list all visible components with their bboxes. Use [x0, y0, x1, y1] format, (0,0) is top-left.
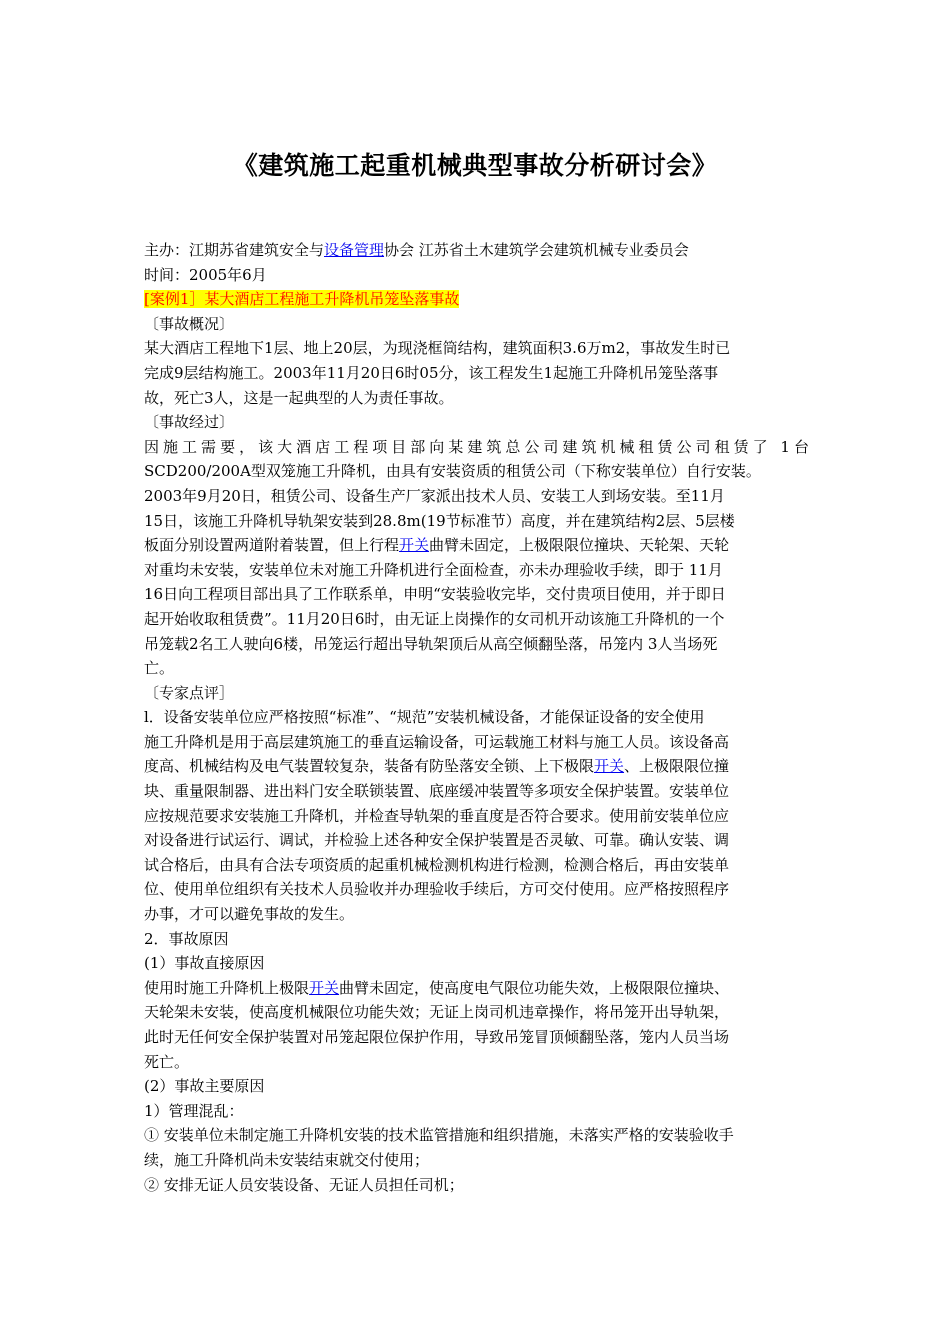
cause-item-2: ② 安排无证人员安装设备、无证人员担任司机； — [144, 1175, 464, 1194]
process-line-8: 起开始收取租赁费”。11月20日6时，由无证上岗操作的女司机开动该施工升降机的一个 — [144, 609, 725, 628]
process-line-5 — [144, 533, 809, 558]
process-line-9: 吊笼载2名工人驶向6楼，吊笼运行超出导轨架顶后从高空倾翻坠落，吊笼内 3人当场死 — [144, 634, 718, 653]
process-line-4: 15日，该施工升降机导轨架安装到28.8m(19节标准节）高度，并在建筑结构2层、5层楼 — [144, 511, 735, 530]
direct-cause-line-1-prefix: 使用时施工升降机上极限 — [144, 978, 310, 997]
causes-heading: 2．事故原因 — [144, 929, 229, 948]
organizer-prefix: 主办：江期苏省建筑安全与 — [144, 241, 325, 259]
document-title: 《建筑施工起重机械典型事故分析研讨会》 — [232, 151, 718, 180]
review-line-9: 办事，才可以避免事故的发生。 — [144, 905, 355, 924]
direct-cause-line-1-suffix: 曲臂未固定，使高度电气限位功能失效，上极限限位撞块、 — [339, 978, 730, 997]
case-title: [案例1］某大酒店工程施工升降机吊笼坠落事故 — [144, 290, 460, 309]
review-heading: 〔专家点评］ — [144, 683, 235, 702]
direct-cause-line-3: 此时无任何安全保护装置对吊笼起限位保护作用，导致吊笼冒顶倾翻坠落，笼内人员当场 — [144, 1028, 730, 1046]
overview-heading: 〔事故概况〕 — [144, 314, 235, 333]
organizer-line — [144, 238, 809, 263]
document-body — [144, 238, 809, 1197]
switch-link[interactable]: 开关 — [399, 536, 430, 555]
review-line-3 — [144, 754, 809, 779]
switch-link[interactable]: 开关 — [594, 757, 625, 776]
cause-item-1-line-2: 续，施工升降机尚未安装结束就交付使用； — [144, 1150, 430, 1169]
overview-line-1: 某大酒店工程地下1层、地上20层，为现浇框筒结构，建筑面积3.6万m2，事故发生时已 — [144, 339, 731, 358]
equipment-management-link[interactable]: 设备管理 — [324, 241, 385, 259]
management-heading: 1）管理混乱： — [144, 1101, 244, 1120]
cause-item-1-line-1: ① 安装单位未制定施工升降机安装的技术监管措施和组织措施，未落实严格的安装验收手 — [144, 1126, 734, 1145]
review-line-6: 对设备进行试运行、调试，并检验上述各种安全保护装置是否灵敏、可靠。确认安装、调 — [144, 831, 730, 850]
process-line-10: 亡。 — [144, 659, 175, 678]
process-line-3: 2003年9月20日，租赁公司、设备生产厂家派出技术人员、安装工人到场安装。至11月 — [144, 486, 725, 505]
review-line-2: 施工升降机是用于高层建筑施工的垂直运输设备，可运载施工材料与施工人员。该设备高 — [144, 732, 730, 751]
review-line-7: 试合格后，由具有合法专项资质的起重机械检测机构进行检测，检测合格后，再由安装单 — [144, 855, 730, 874]
review-line-8: 位、使用单位组织有关技术人员验收并办理验收手续后，方可交付使用。应严格按照程序 — [144, 880, 730, 899]
organizer-suffix: 协会 江苏省土木建筑学会建筑机械专业委员会 — [384, 241, 689, 259]
review-line-3-suffix: 、上极限限位撞 — [624, 757, 730, 776]
process-line-1: 因施工需要，该大酒店工程项目部向某建筑总公司建筑机械租赁公司租赁了 1台 — [144, 437, 809, 456]
process-line-7: 16日向工程项目部出具了工作联系单，申明“安装验收完毕，交付贵项目使用，并于即日 — [144, 585, 726, 604]
process-line-2: SCD200/200A型双笼施工升降机，由具有安装资质的租赁公司（下称安装单位）自行安装。 — [144, 462, 761, 481]
process-line-6: 对重均未安装，安装单位未对施工升降机进行全面检查，亦未办理验收手续，即于 11月 — [144, 560, 723, 579]
overview-line-2: 完成9层结构施工。2003年11月20日6时05分，该工程发生1起施工升降机吊笼坠落事 — [144, 363, 719, 382]
review-line-1: l．设备安装单位应严格按照“标准”、“规范”安装机械设备，才能保证设备的安全使用 — [144, 708, 705, 727]
direct-cause-line-4: 死亡。 — [144, 1052, 190, 1071]
review-line-4: 块、重量限制器、进出料门安全联锁装置、底座缓冲装置等多项安全保护装置。安装单位 — [144, 782, 730, 801]
process-heading: 〔事故经过〕 — [144, 413, 235, 432]
case-title-line — [144, 287, 809, 312]
review-line-3-prefix: 度高、机械结构及电气装置较复杂，装备有防坠落安全锁、上下极限 — [144, 757, 595, 776]
process-line-5-suffix: 曲臂未固定，上极限限位撞块、天轮架、天轮 — [429, 536, 730, 555]
switch-link[interactable]: 开关 — [309, 978, 340, 997]
main-cause-heading: (2）事故主要原因 — [144, 1077, 265, 1096]
direct-cause-line-2: 天轮架未安装，使高度机械限位功能失效；无证上岗司机违章操作，将吊笼开出导轨架， — [144, 1003, 730, 1022]
time-line: 时间：2005年6月 — [144, 265, 267, 284]
process-line-5-prefix: 板面分别设置两道附着装置，但上行程 — [144, 536, 400, 555]
review-line-5: 应按规范要求安装施工升降机，并检查导轨架的垂直度是否符合要求。使用前安装单位应 — [144, 806, 730, 825]
overview-line-3: 故，死亡3人，这是一起典型的人为责任事故。 — [144, 388, 454, 407]
direct-cause-line-1 — [144, 976, 809, 1001]
direct-cause-heading: (1）事故直接原因 — [144, 954, 265, 973]
